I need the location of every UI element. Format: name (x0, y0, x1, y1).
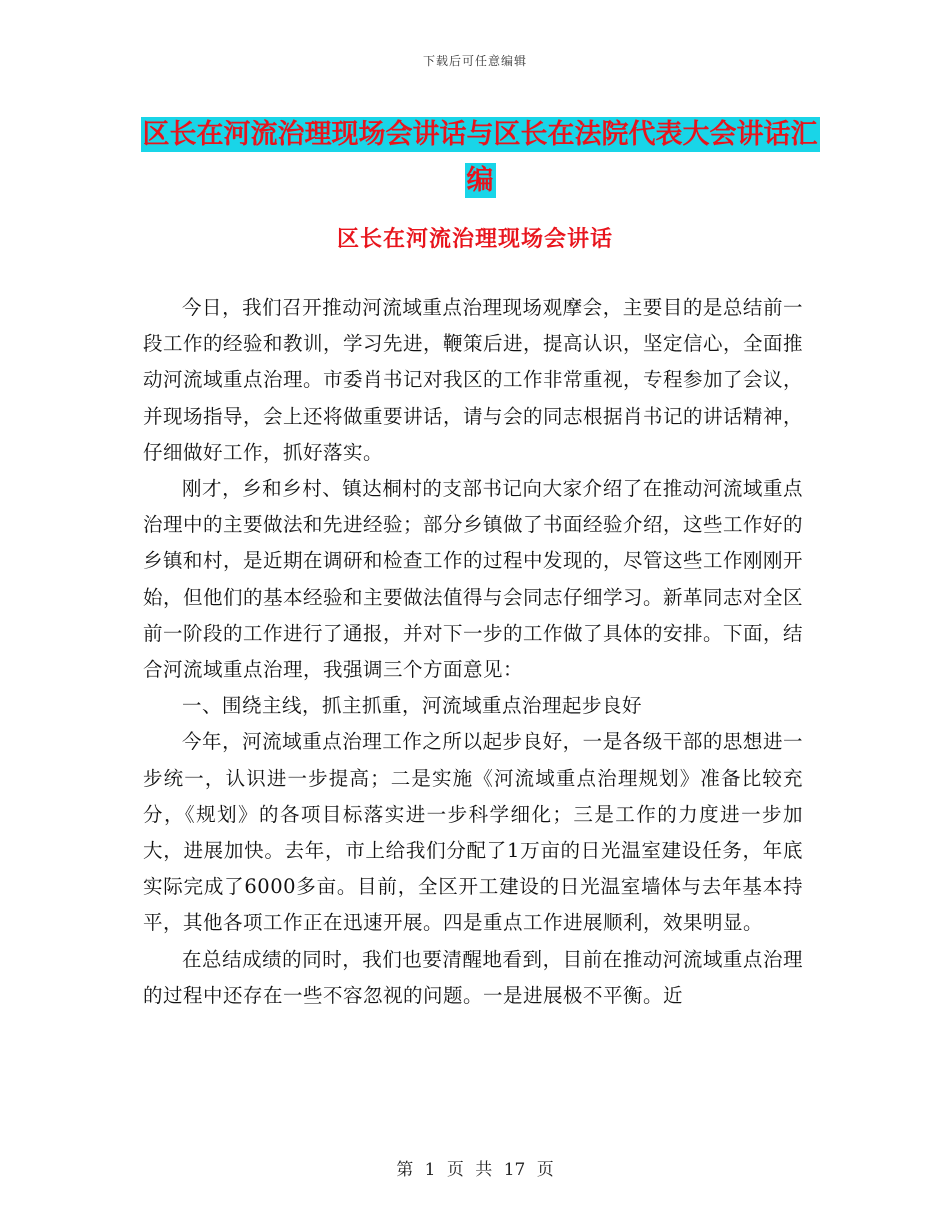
section-title: 区长在河流治理现场会讲话 (336, 226, 613, 252)
document-body (143, 290, 803, 1014)
paragraph: 刚才，乡和乡村、镇达桐村的支部书记向大家介绍了在推动河流域重点治理中的主要做法和先进经验；部分乡镇做了书面经验介绍，这些工作好的乡镇和村，是近期在调研和检查工作的过程中发现的，尽管这些工作刚刚开始，但他们的基本经验和主要做法值得与会同志仔细学习。新革同志对全区前一阶段的工作进行了通报，并对下一步的工作做了具体的安排。下面，结合河流域重点治理，我强调三个方面意见： (143, 477, 804, 682)
page-number: 第 1 页 共 17 页 (396, 1160, 554, 1180)
paragraph: 今年，河流域重点治理工作之所以起步良好，一是各级干部的思想进一步统一，认识进一步提高；二是实施《河流域重点治理规划》准备比较充分，《规划》的各项目标落实进一步科学细化；三是工作的力度进一步加大，进展加快。去年，市上给我们分配了1万亩的日光温室建设任务，年底实际完成了6000多亩。目前，全区开工建设的日光温室墙体与去年基本持平，其他各项工作正在迅速开展。四是重点工作进展顺利，效果明显。 (143, 730, 803, 935)
paragraph: 今日，我们召开推动河流域重点治理现场观摩会，主要目的是总结前一段工作的经验和教训，学习先进，鞭策后进，提高认识，坚定信心，全面推动河流域重点治理。市委肖书记对我区的工作非常重视，专程参加了会议，并现场指导，会上还将做重要讲话，请与会的同志根据肖书记的讲话精神，仔细做好工作，抓好落实。 (143, 296, 804, 464)
document-title (140, 112, 820, 204)
page-header-note: 下载后可任意编辑 (422, 54, 527, 68)
paragraph: 在总结成绩的同时，我们也要清醒地看到，目前在推动河流域重点治理的过程中还存在一些不容忽视的问题。一是进展极不平衡。近 (143, 947, 803, 1007)
paragraph-heading: 一、围绕主线，抓主抓重，河流域重点治理起步良好 (182, 694, 643, 718)
document-title-text: 区长在河流治理现场会讲话与区长在法院代表大会讲话汇编 (142, 119, 818, 196)
